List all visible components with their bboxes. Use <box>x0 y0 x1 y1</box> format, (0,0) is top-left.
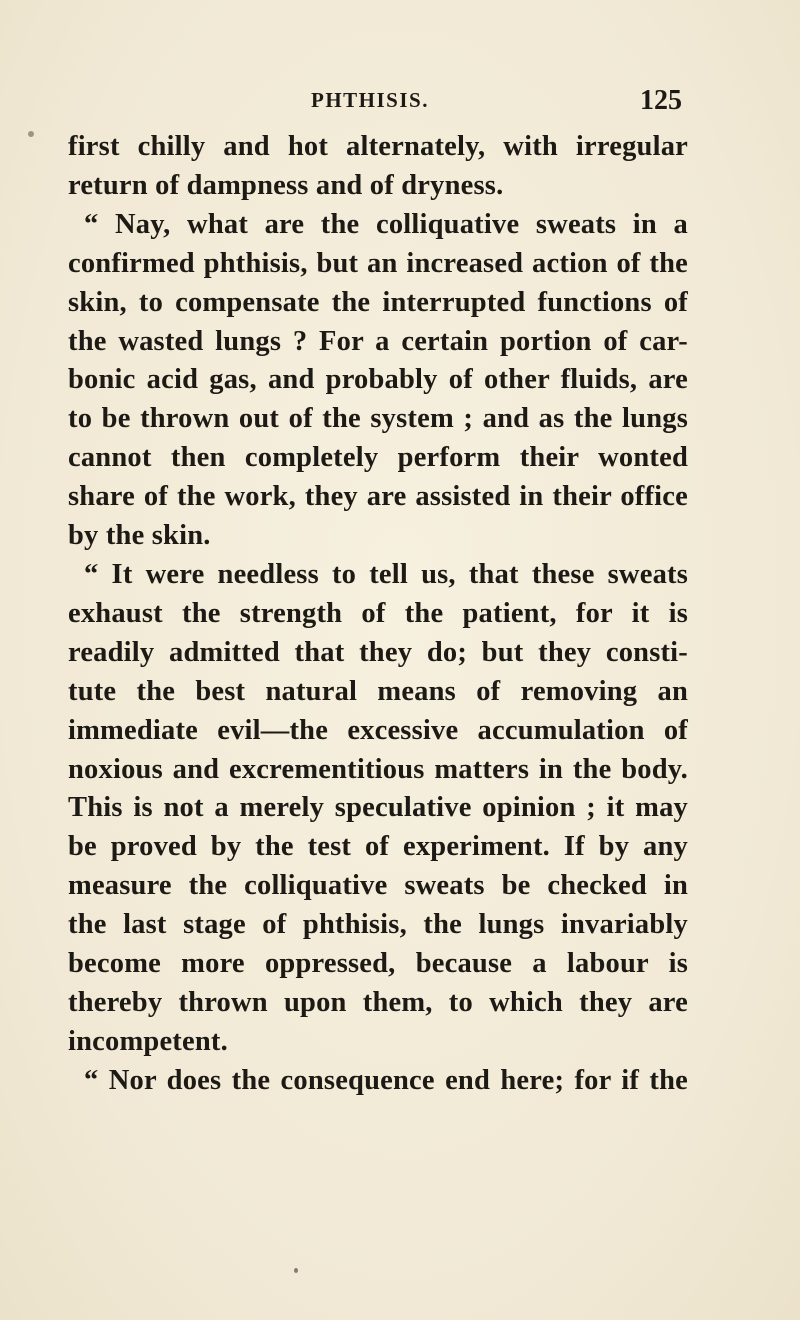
text-line: the last stage of phthisis, the lungs invariably <box>68 909 688 941</box>
text-line: measure the colliquative sweats be checked in <box>68 870 688 902</box>
text-line: be proved by the test of experiment. If by any <box>68 831 688 863</box>
text-line: cannot then completely perform their wonted <box>68 442 688 474</box>
running-head <box>68 85 682 124</box>
text-line: by the skin. <box>68 520 211 552</box>
text-line: “ Nay, what are the colliquative sweats in a <box>84 208 688 240</box>
running-title: PHTHISIS. <box>311 88 429 112</box>
text-line: return of dampness and of dryness. <box>68 169 504 201</box>
page-speck <box>294 1268 298 1273</box>
text-line: thereby thrown upon them, to which they are <box>68 986 688 1018</box>
text-line: confirmed phthisis, but an increased action of the <box>68 247 688 279</box>
text-line: to be thrown out of the system ; and as the lungs <box>68 403 688 435</box>
page-number: 125 <box>640 85 682 116</box>
text-line: This is not a merely speculative opinion ; it may <box>68 792 688 824</box>
text-line: the wasted lungs ? For a certain portion of car- <box>68 325 688 357</box>
body-text <box>68 128 688 1101</box>
text-line: skin, to compensate the interrupted functions of <box>68 286 688 318</box>
text-line: readily admitted that they do; but they consti- <box>68 636 688 668</box>
paragraph <box>68 556 688 1062</box>
text-line: share of the work, they are assisted in their office <box>68 481 688 513</box>
text-line: exhaust the strength of the patient, for it is <box>68 597 688 629</box>
paragraph <box>68 1062 688 1101</box>
page-blemish <box>28 131 34 137</box>
text-line: first chilly and hot alternately, with irregular <box>68 131 688 162</box>
text-line: noxious and excrementitious matters in the body. <box>68 753 688 785</box>
paragraph <box>68 128 688 206</box>
text-line: “ It were needless to tell us, that these sweats <box>84 558 688 590</box>
text-line: tute the best natural means of removing an <box>68 675 688 707</box>
text-line: “ Nor does the consequence end here; for if the <box>84 1064 688 1096</box>
text-line: become more oppressed, because a labour is <box>68 948 688 980</box>
text-line: bonic acid gas, and probably of other fluids, are <box>68 364 688 396</box>
paragraph <box>68 206 688 556</box>
text-line: incompetent. <box>68 1025 228 1057</box>
text-line: immediate evil—the excessive accumulation of <box>68 714 688 746</box>
